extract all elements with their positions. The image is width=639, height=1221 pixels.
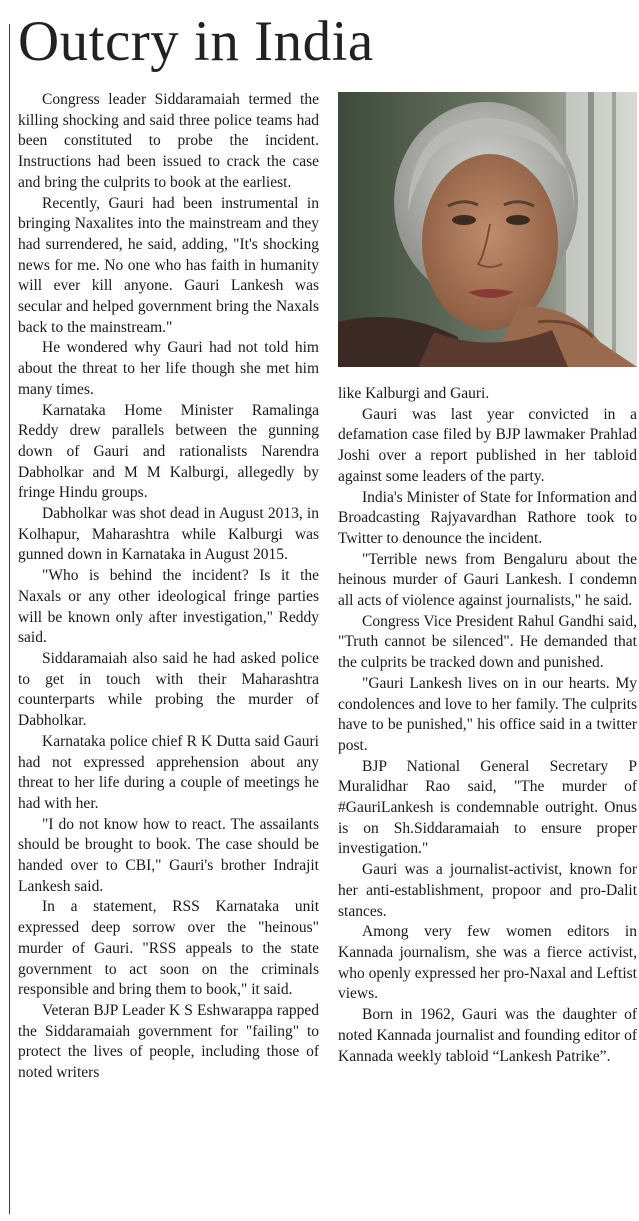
column-rule <box>9 24 10 1214</box>
paragraph: He wondered why Gauri had not told him about the threat to her life though she met him many times. <box>18 339 319 398</box>
paragraph: Gauri was a journalist-activist, known for her anti-establishment, propoor and pro-Dalit stances. <box>338 861 637 920</box>
paragraph: "I do not know how to react. The assailants should be brought to book. The case should be handed over to CBI," Gauri's brother Indrajit Lankesh said. <box>18 815 319 895</box>
paragraph: like Kalburgi and Gauri. <box>338 385 490 402</box>
paragraph: Dabholkar was shot dead in August 2013, in Kolhapur, Maharashtra while Kalburgi was gunned down in Karnataka in August 2015. <box>18 505 319 564</box>
portrait-photo-woman-icon <box>338 92 637 367</box>
headline: Outcry in India <box>18 10 374 73</box>
paragraph: Congress Vice President Rahul Gandhi said, "Truth cannot be silenced". He demanded that the culprits be tracked down and punished. <box>338 612 637 672</box>
paragraph: Karnataka police chief R K Dutta said Gauri had not expressed apprehension about any threat to her life during a couple of meetings he had with her. <box>18 732 319 812</box>
paragraph: Siddaramaiah also said he had asked police to get in touch with their Maharashtra counterparts while probing the murder of Dabholkar. <box>18 649 319 730</box>
paragraph: "Terrible news from Bengaluru about the heinous murder of Gauri Lankesh. I condemn all acts of violence against journalists," he said. <box>338 550 637 610</box>
portrait-photo <box>338 92 637 367</box>
paragraph: "Who is behind the incident? Is it the Naxals or any other ideological fringe parties will be known only after investigation," Reddy said. <box>18 567 319 647</box>
paragraph: Born in 1962, Gauri was the daughter of noted Kannada journalist and founding editor of Kannada weekly tabloid “Lankesh Patrike”. <box>338 1006 637 1065</box>
article-column-right <box>338 384 637 1067</box>
paragraph: Veteran BJP Leader K S Eshwarappa rapped the Siddaramaiah government for "failing" to protect the lives of people, including those of noted writers <box>18 1001 319 1082</box>
paragraph: Gauri was last year convicted in a defamation case filed by BJP lawmaker Prahlad Joshi over a report published in her tabloid against some leaders of the party. <box>338 405 637 485</box>
paragraph: Congress leader Siddaramaiah termed the killing shocking and said three police teams had been constituted to probe the incident. Instructions had been issued to crack the case and bring the culprits to book at the earliest. <box>18 91 319 191</box>
paragraph: Recently, Gauri had been instrumental in bringing Naxalites into the mainstream and they had surrendered, he said, adding, "It's shocking news for me. No one who has faith in humanity will ever kill anyone. Gauri Lankesh was secular and helped government bring the Naxals back to the mainstream." <box>18 194 319 336</box>
paragraph: India's Minister of State for Information and Broadcasting Rajyavardhan Rathore took to Twitter to denounce the incident. <box>338 488 637 547</box>
paragraph: "Gauri Lankesh lives on in our hearts. My condolences and love to her family. The culprits have to be punished," his office said in a twitter post. <box>338 674 637 754</box>
paragraph: Karnataka Home Minister Ramalinga Reddy drew parallels between the gunning down of Gauri and rationalists Narendra Dabholkar and M M Kalburgi, allegedly by fringe Hindu groups. <box>18 401 319 502</box>
paragraph: Among very few women editors in Kannada journalism, she was a fierce activist, who openly expressed her pro-Naxal and Leftist views. <box>338 923 637 1003</box>
article-column-left <box>18 90 319 1084</box>
paragraph: BJP National General Secretary P Muralidhar Rao said, "The murder of #GauriLankesh is condemnable outright. Onus is on Sh.Siddaramaiah to ensure proper investigation." <box>338 757 637 858</box>
paragraph: In a statement, RSS Karnataka unit expressed deep sorrow over the "heinous" murder of Gauri. "RSS appeals to the state government to act soon on the criminals responsible and bring them to book," it said. <box>18 898 319 999</box>
